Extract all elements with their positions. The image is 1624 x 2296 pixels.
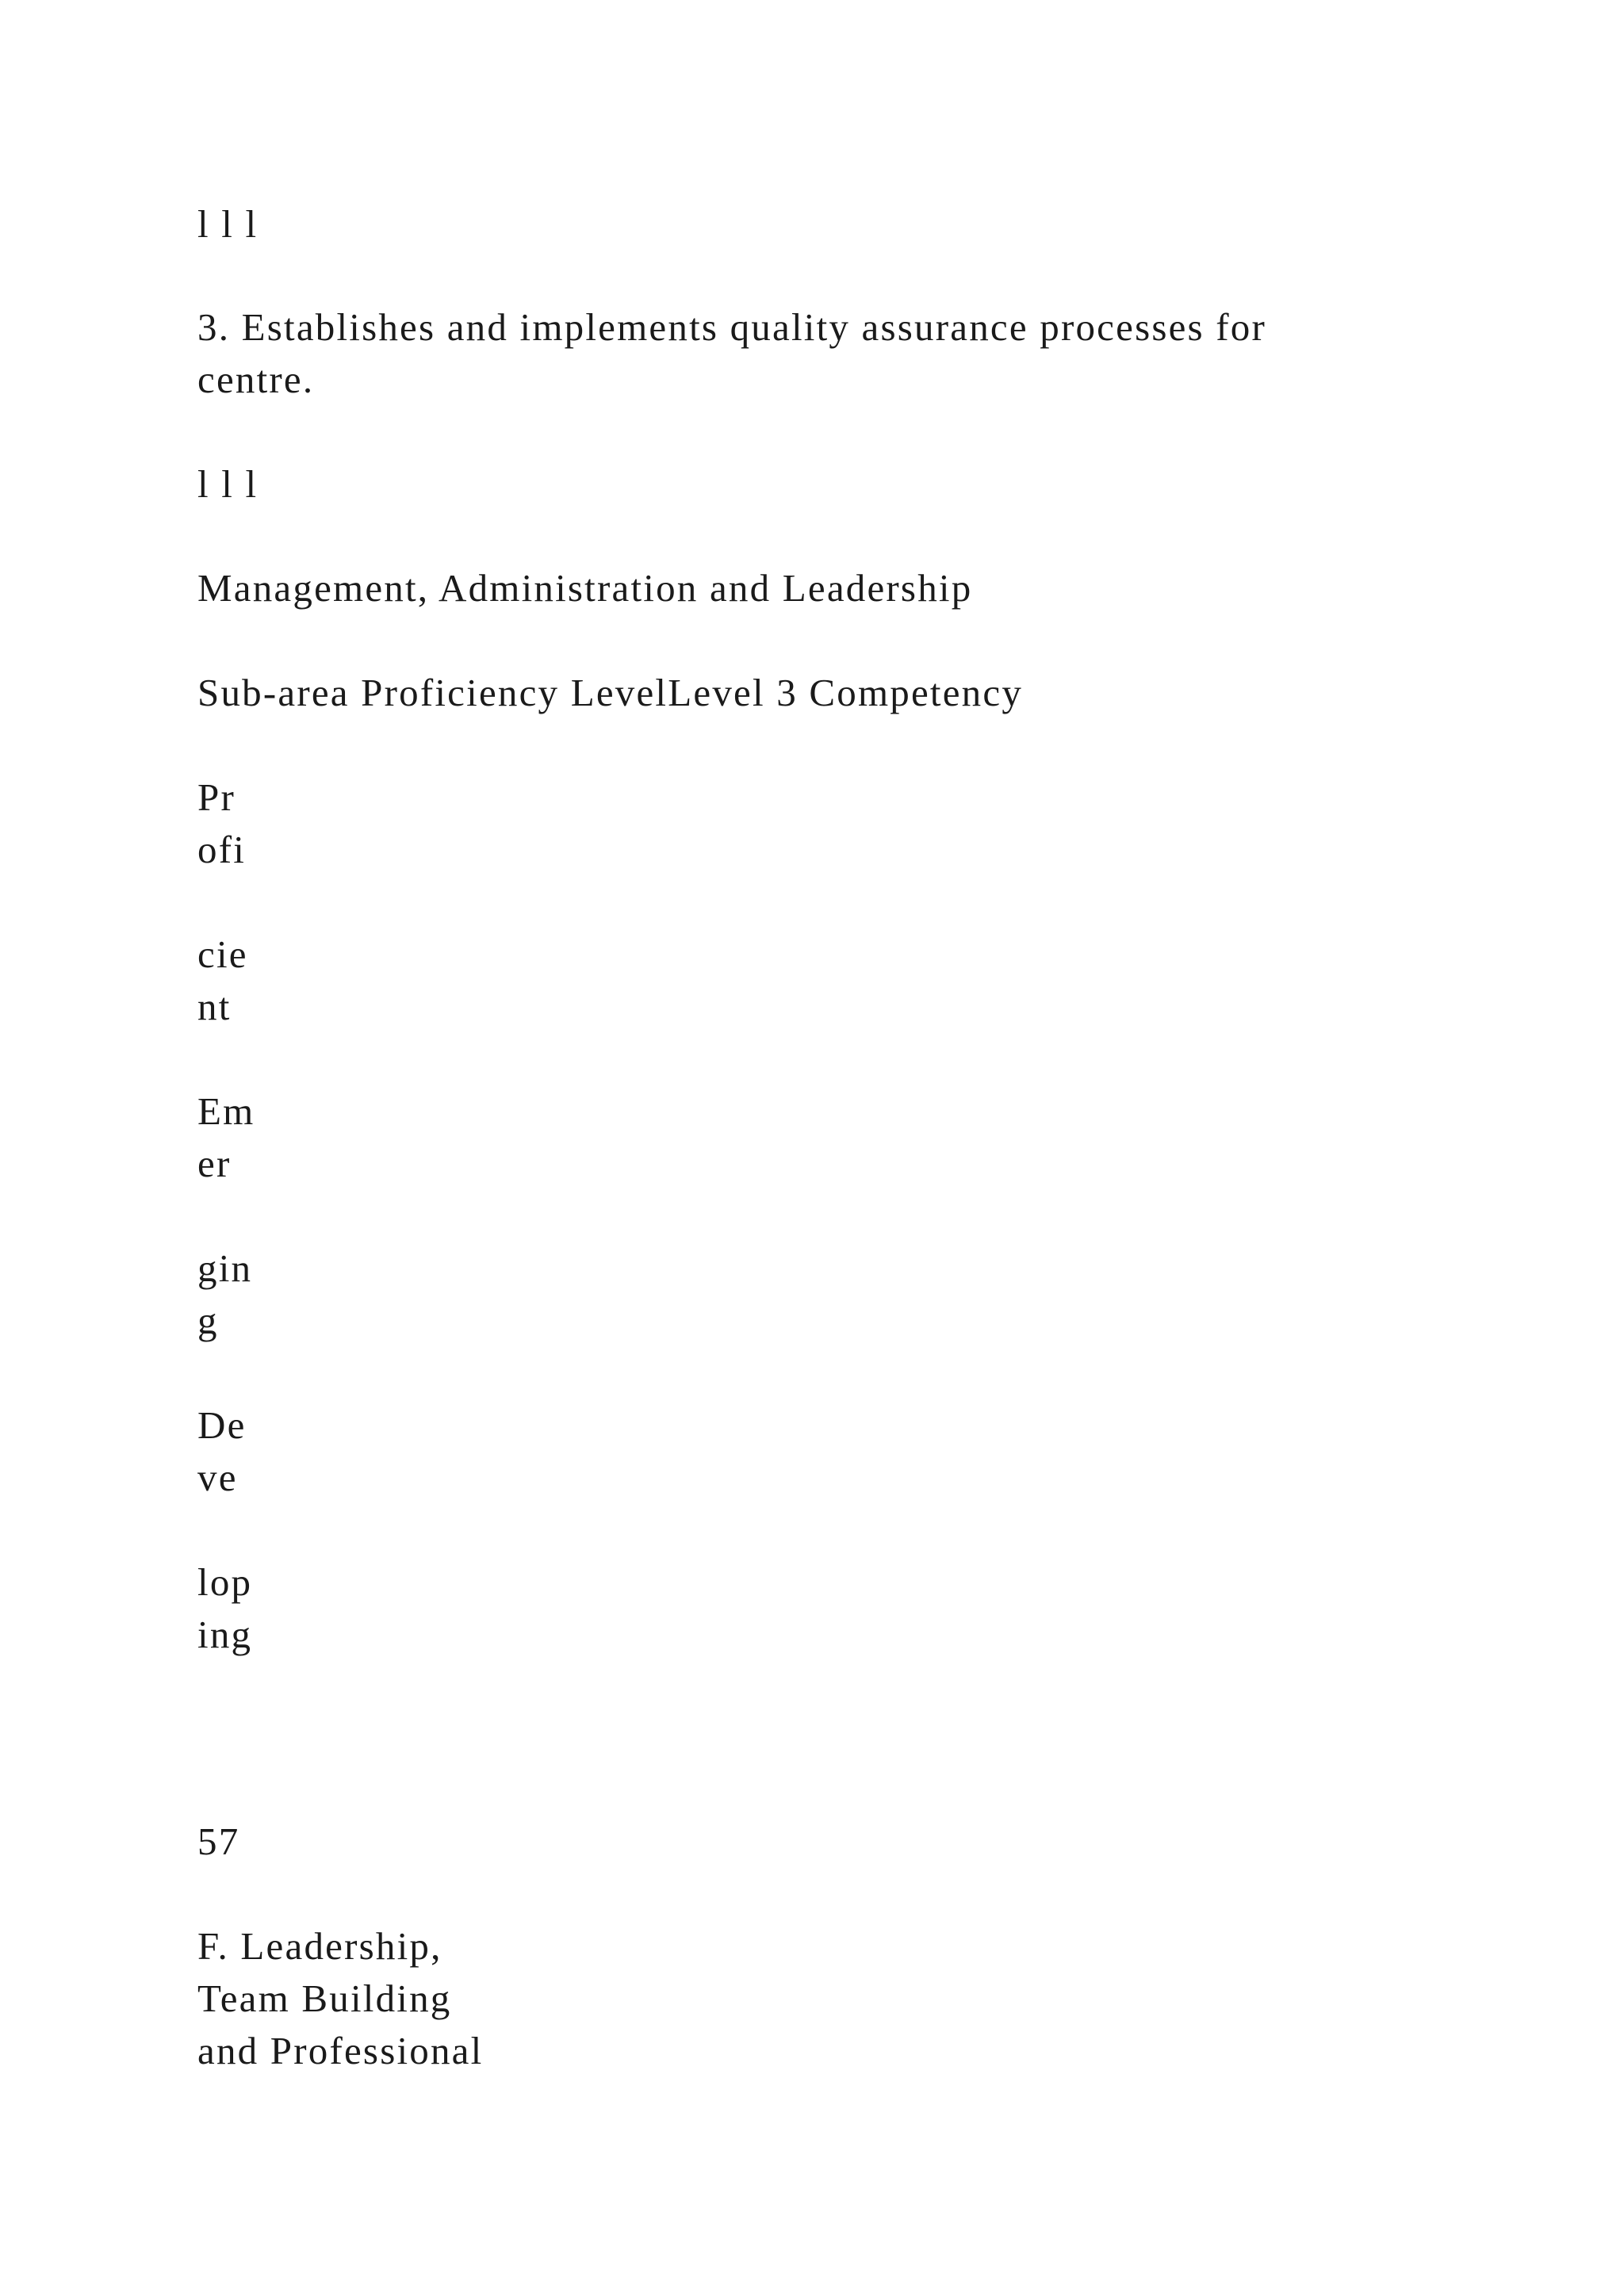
competency-item-3-line-2: centre.: [197, 358, 315, 401]
table-header: Sub-area Proficiency LevelLevel 3 Competency: [197, 671, 1024, 714]
developing-fragment-3: lop: [197, 1560, 253, 1604]
proficient-fragment-3: cie: [197, 932, 248, 976]
rating-marks-1: l l l: [197, 202, 259, 246]
emerging-fragment-3: gin: [197, 1246, 253, 1290]
sub-area-f-line-1: F. Leadership,: [197, 1924, 442, 1968]
proficient-fragment-4: nt: [197, 985, 232, 1028]
emerging-fragment-1: Em: [197, 1089, 255, 1133]
proficient-fragment-2: ofi: [197, 828, 247, 871]
rating-marks-2: l l l: [197, 462, 259, 506]
sub-area-f-line-3: and Professional: [197, 2029, 484, 2072]
emerging-fragment-2: er: [197, 1142, 232, 1185]
proficient-fragment-1: Pr: [197, 775, 236, 819]
developing-fragment-4: ing: [197, 1613, 253, 1656]
section-heading: Management, Administration and Leadership: [197, 566, 973, 610]
emerging-fragment-4: g: [197, 1299, 219, 1342]
developing-fragment-2: ve: [197, 1456, 238, 1499]
developing-fragment-1: De: [197, 1403, 247, 1447]
page-number: 57: [197, 1820, 240, 1863]
sub-area-f-line-2: Team Building: [197, 1976, 452, 2020]
competency-item-3-line-1: 3. Establishes and implements quality assurance processes for: [197, 305, 1267, 349]
